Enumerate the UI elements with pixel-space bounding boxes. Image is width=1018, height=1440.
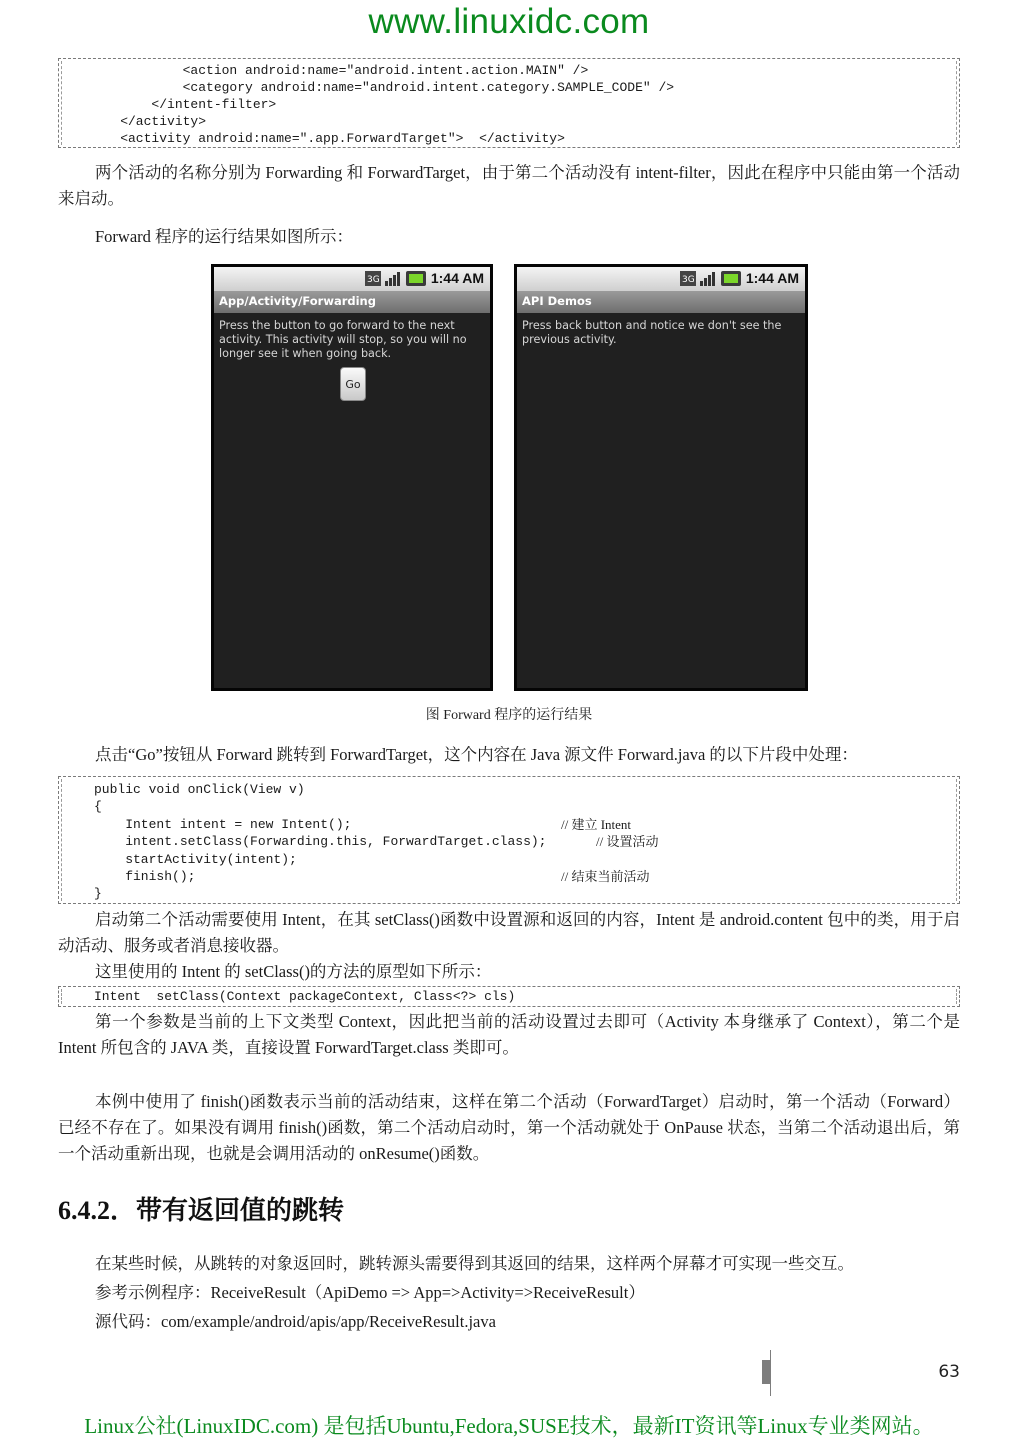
signal-icon [384, 271, 402, 286]
paragraph-finish: 本例中使用了 finish()函数表示当前的活动结束，这样在第二个活动（ForwardTarget）启动时，第一个活动（Forward）已经不存在了。如果没有调用 finish()函数，第二个活动启动时，第一个活动就处于 OnPause 状态，当第二个活动退出后，第一个活动重新出现，也就是会调用活动的 onResume()函数。 [58, 1092, 960, 1163]
app-screen [214, 313, 490, 688]
code-line: </intent-filter> [89, 97, 277, 112]
code-line: <activity android:name=".app.ForwardTarget"> </activity> [89, 131, 565, 146]
code-line: } [94, 886, 102, 901]
paragraph-setclass-intro: 这里使用的 Intent 的 setClass()的方法的原型如下所示： [95, 962, 492, 981]
page-divider [770, 1350, 771, 1396]
paragraph-intent-usage: 启动第二个活动需要使用 Intent，在其 setClass()函数中设置源和返回的内容，Intent 是 android.content 包中的类，用于启动活动、服务或者消息接收器。 [58, 910, 960, 955]
code-line: { [94, 799, 102, 814]
status-bar [517, 267, 805, 291]
phone-screenshot-forwarding [211, 264, 493, 691]
3g-icon [680, 271, 696, 286]
code-line: Intent intent = new Intent(); [94, 817, 352, 832]
code-line: public void onClick(View v) [94, 782, 305, 797]
code-line: intent.setClass(Forwarding.this, ForwardTarget.class); [94, 834, 547, 849]
phone-screenshot-forward-target [514, 264, 808, 691]
code-block-setclass [58, 986, 960, 1007]
status-bar [214, 267, 490, 291]
app-title: API Demos [522, 294, 592, 308]
screen-text: Press back button and notice we don't see the previous activity. [522, 319, 782, 346]
paragraph-sample-program: 参考示例程序：ReceiveResult（ApiDemo => App=>Activity=>ReceiveResult） [95, 1283, 645, 1302]
paragraph-result-intro: Forward 程序的运行结果如图所示： [95, 227, 354, 246]
paragraph-go-click: 点击“Go”按钮从 Forward 跳转到 ForwardTarget，这个内容在 Java 源文件 Forward.java 的以下片段中处理： [95, 745, 858, 764]
code-line: startActivity(intent); [94, 852, 297, 867]
paragraph-activity-names: 两个活动的名称分别为 Forwarding 和 ForwardTarget，由于第二个活动没有 intent-filter，因此在程序中只能由第一个活动来启动。 [58, 163, 960, 208]
code-comment: // 结束当前活动 [561, 869, 650, 884]
go-button[interactable]: Go [340, 367, 366, 401]
3g-icon [365, 271, 381, 286]
screen-text: Press the button to go forward to the next activity. This activity will stop, so you will no longer see it when going back. [219, 319, 467, 360]
page-marker-bar [762, 1360, 770, 1384]
section-heading: 6.4.2．带有返回值的跳转 [58, 1196, 345, 1225]
code-comment: // 设置活动 [596, 834, 659, 849]
code-line: <category android:name="android.intent.category.SAMPLE_CODE" /> [89, 80, 675, 95]
battery-icon [721, 271, 741, 286]
page-number: 63 [938, 1362, 960, 1382]
footer-site-description[interactable]: Linux公社(LinuxIDC.com) 是包括Ubuntu,Fedora,SUSE技术，最新IT资讯等Linux专业类网站。 [84, 1414, 934, 1438]
code-comment: // 建立 Intent [561, 817, 632, 832]
code-line: </activity> [89, 114, 207, 129]
battery-icon [406, 271, 426, 286]
figure-caption: 图 Forward 程序的运行结果 [425, 708, 593, 723]
paragraph-parameters: 第一个参数是当前的上下文类型 Context，因此把当前的活动设置过去即可（Activity 本身继承了 Context），第二个是 Intent 所包含的 JAVA 类，直接设置 ForwardTarget.class 类即可。 [58, 1012, 960, 1057]
signal-icon [699, 271, 717, 286]
svg-text:3G: 3G [682, 275, 695, 285]
app-titlebar [214, 291, 490, 313]
code-line: <action android:name="android.intent.action.MAIN" /> [89, 63, 589, 78]
status-time: 1:44 AM [745, 270, 799, 286]
app-title: App/Activity/Forwarding [219, 294, 376, 308]
svg-text:3G: 3G [367, 275, 380, 285]
app-titlebar [517, 291, 805, 313]
code-line: finish(); [94, 869, 196, 884]
status-time: 1:44 AM [430, 270, 484, 286]
paragraph-source-path: 源代码：com/example/android/apis/app/ReceiveResult.java [95, 1312, 496, 1331]
app-screen [517, 313, 805, 688]
code-line: Intent setClass(Context packageContext, Class<?> cls) [94, 989, 516, 1004]
code-block-manifest [58, 58, 960, 148]
code-block-onclick [58, 776, 960, 904]
paragraph-return-result: 在某些时候，从跳转的对象返回时，跳转源头需要得到其返回的结果，这样两个屏幕才可实现一些交互。 [95, 1254, 854, 1273]
site-url-header[interactable]: www.linuxidc.com [368, 2, 650, 41]
